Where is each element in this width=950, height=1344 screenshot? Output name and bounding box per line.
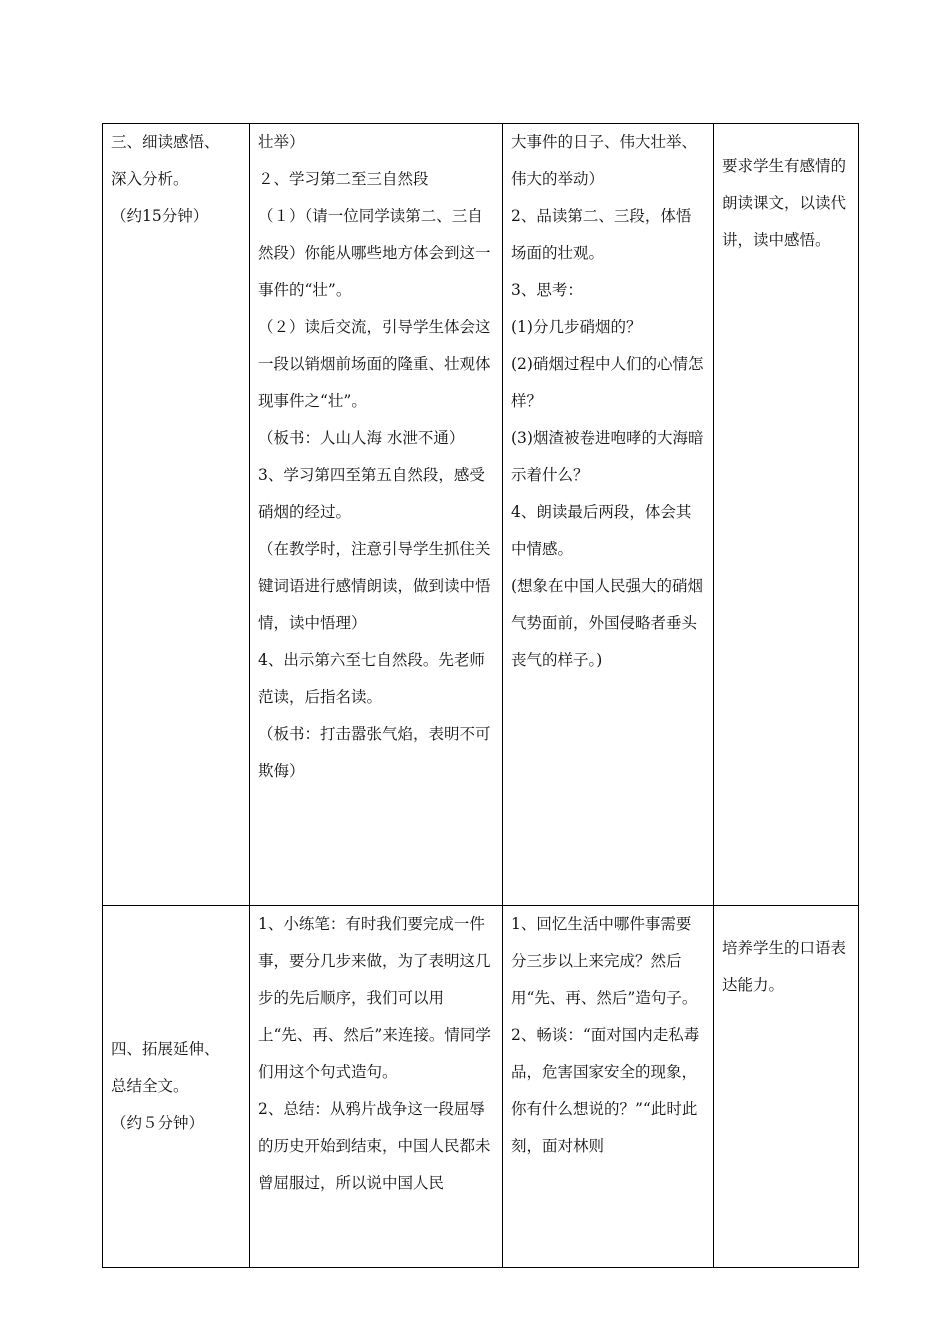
teacher-text: ２、学习第二至三自然段 (258, 170, 429, 188)
student-text: 2、畅谈：“面对国内走私毒品，危害国家安全的现象，你有什么想说的？”“此时此刻，面对林则 (511, 1026, 700, 1155)
table-row-stage-3 (103, 124, 859, 906)
design-purpose-cell (714, 124, 859, 906)
student-text: 1、回忆生活中哪件事需要分三步以上来完成？然后用“先、再、然后”造句子。 (511, 915, 698, 1007)
student-text: (想象在中国人民强大的硝烟气势面前，外国侵略者垂头丧气的样子。) (511, 577, 704, 669)
student-text: (3)烟渣被卷进咆哮的大海暗示着什么？ (511, 429, 704, 484)
stage-duration: （约５分钟） (111, 1114, 205, 1132)
table-row-stage-4 (103, 906, 859, 1268)
stage-title-line2: 深入分析。 (111, 170, 189, 188)
student-text: 3、思考： (511, 281, 583, 299)
student-activity-cell (503, 124, 714, 906)
student-activity-cell (503, 906, 714, 1268)
teacher-activity-cell (250, 906, 503, 1268)
design-purpose-cell (714, 906, 859, 1268)
stage-title-line1: 四、拓展延伸、 (111, 1040, 220, 1058)
teacher-text: 3、学习第四至第五自然段，感受硝烟的经过。 (258, 466, 485, 521)
stage-title-line2: 总结全文。 (111, 1077, 189, 1095)
teacher-text: 4、出示第六至七自然段。先老师范读，后指名读。 (258, 651, 485, 706)
stage-title-line1: 三、细读感悟、 (111, 133, 220, 151)
teacher-text: （在教学时，注意引导学生抓住关键词语进行感情朗读，做到读中悟情，读中悟理） (258, 540, 491, 632)
lesson-plan-table (102, 123, 859, 1268)
teacher-activity-cell (250, 124, 503, 906)
teacher-text: 1、小练笔：有时我们要完成一件事，要分几步来做，为了表明这几步的先后顺序，我们可以用上“先、再、然后”来连接。情同学们用这个句式造句。 (258, 915, 491, 1081)
student-text: (1)分几步硝烟的？ (511, 318, 642, 336)
student-text: (2)硝烟过程中人们的心情怎样？ (511, 355, 704, 410)
teacher-text: （２）读后交流，引导学生体会这一段以销烟前场面的隆重、壮观体现事件之“壮”。 (258, 318, 491, 410)
teacher-text: （板书：人山人海 水泄不通） (258, 429, 465, 447)
teacher-text: 2、总结：从鸦片战争这一段屈辱的历史开始到结束，中国人民都未曾屈服过，所以说中国人民 (258, 1100, 491, 1192)
purpose-text: 要求学生有感情的朗读课文，以读代讲，读中感悟。 (722, 157, 847, 249)
purpose-text: 培养学生的口语表达能力。 (722, 939, 847, 994)
teacher-text: （板书：打击嚣张气焰，表明不可欺侮） (258, 725, 491, 780)
teacher-text: 壮举） (258, 133, 305, 151)
stage-cell (103, 906, 250, 1268)
stage-cell (103, 124, 250, 906)
student-text: 大事件的日子、伟大壮举、伟大的举动） (511, 133, 698, 188)
teacher-text: （１）（请一位同学读第二、三自然段）你能从哪些地方体会到这一事件的“壮”。 (258, 207, 491, 299)
student-text: 4、朗读最后两段，体会其中情感。 (511, 503, 692, 558)
student-text: 2、品读第二、三段，体悟场面的壮观。 (511, 207, 692, 262)
stage-duration: （约15分钟） (111, 207, 209, 225)
